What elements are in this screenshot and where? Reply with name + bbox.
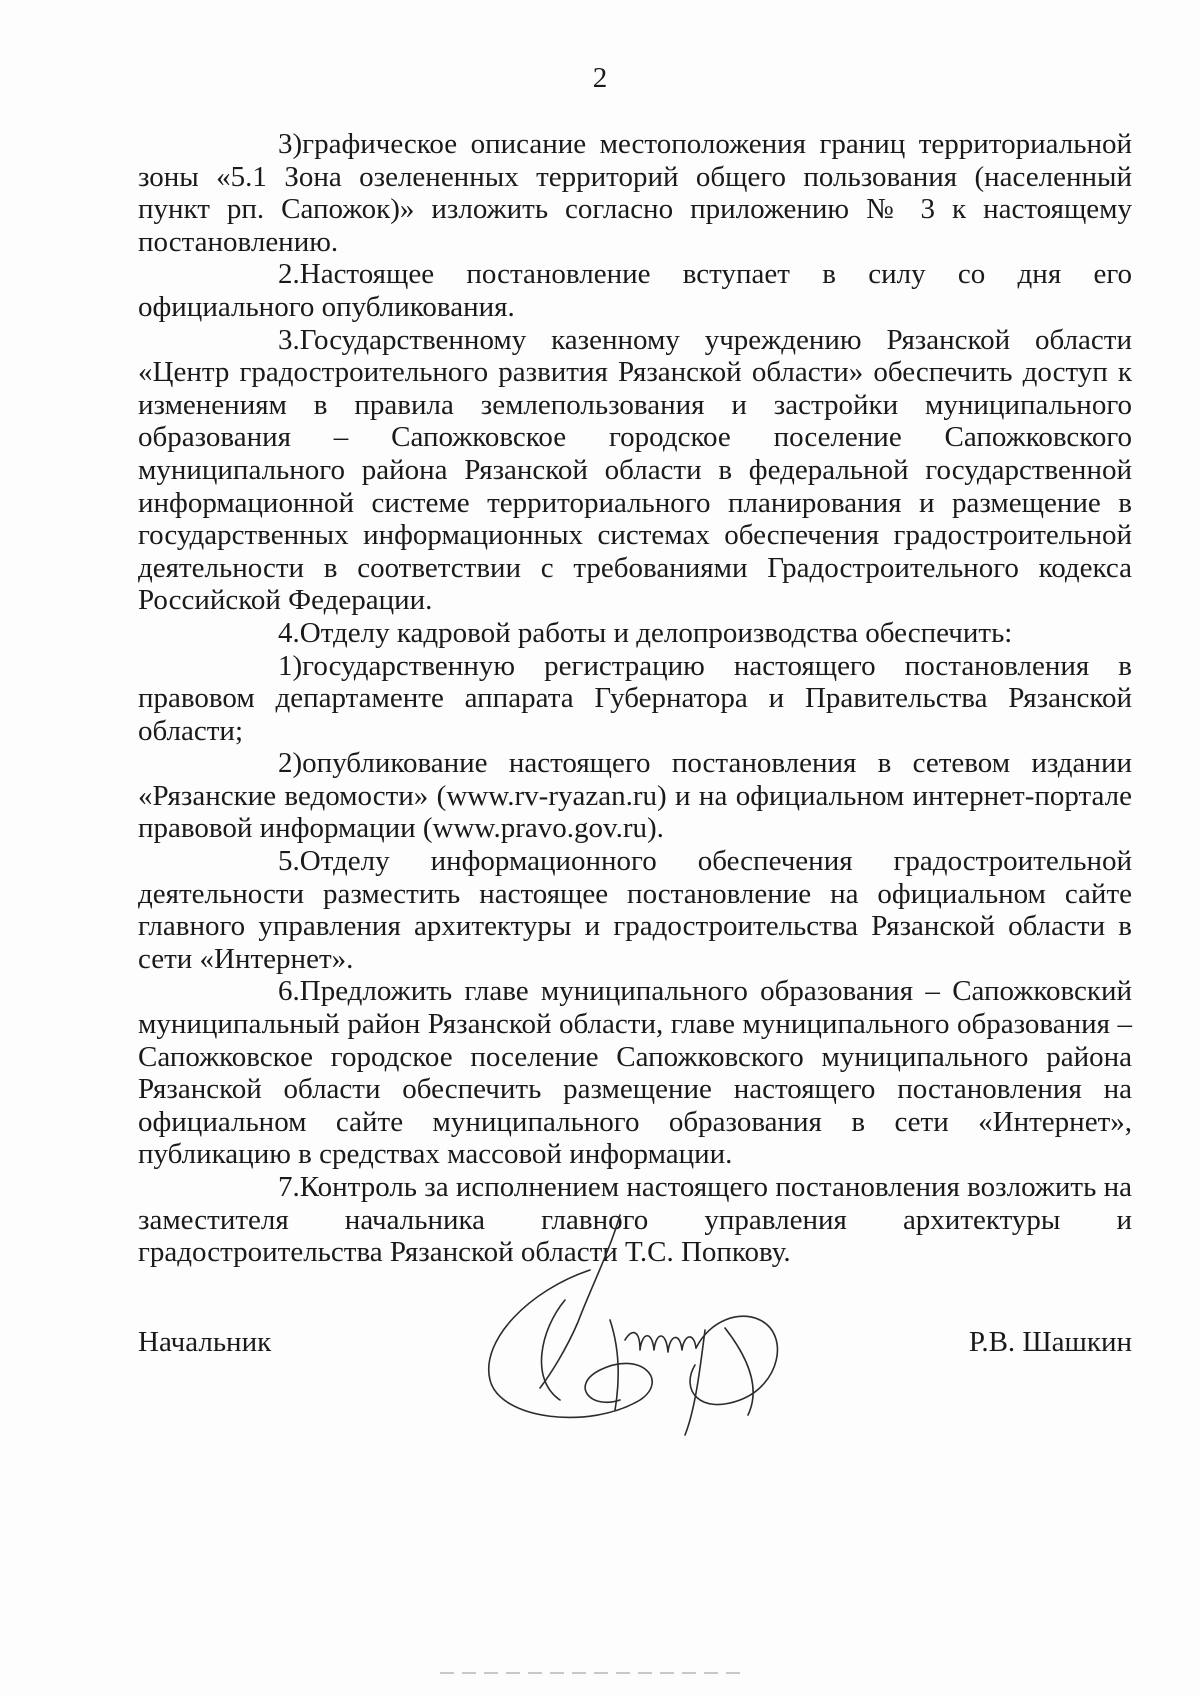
- handwritten-signature: [470, 1210, 800, 1440]
- paragraph-registration: [138, 650, 1132, 748]
- item-number: 2.: [278, 258, 300, 291]
- item-number: 2): [278, 747, 303, 780]
- page-number: 2: [592, 62, 608, 94]
- paragraph-website-posting: [138, 845, 1132, 975]
- item-number: 3.: [278, 323, 300, 356]
- scan-artifact: [440, 1672, 740, 1674]
- paragraph-hr-department: [138, 617, 1132, 650]
- item-text: Отделу кадровой работы и делопроизводства обеспечить:: [299, 616, 1013, 649]
- item-text: опубликование настоящего постановления в сетевом издании «Рязанские ведомости» (www.rv-ryazan.ru) и на официальном интернет-портале правовой информации (www.pravo.gov.ru).: [138, 747, 1132, 845]
- paragraph-access-provision: [138, 324, 1132, 617]
- item-number: 4.: [278, 616, 300, 649]
- signatory-name: Р.В. Шашкин: [968, 1326, 1132, 1358]
- document-body: [138, 128, 1132, 1269]
- paragraph-municipal-posting: [138, 975, 1132, 1171]
- paragraph-publication: [138, 747, 1132, 845]
- item-number: 6.: [278, 975, 300, 1008]
- item-text: Отделу информационного обеспечения градостроительной деятельности разместить настоящее постановление на официальном сайте главного управления архитектуры и градостроительства Рязанской области в сети «Интернет».: [138, 845, 1132, 975]
- item-number: 7.: [278, 1171, 300, 1203]
- item-text: Государственному казенному учреждению Рязанской области «Центр градостроительного развития Рязанской области» обеспечить доступ к изменениям в правила землепользования и застройки муниципального образования – Сапожковское городское поселение Сапожковского муниципального района Рязанской области в федеральной государственной информационной системе территориального планирования и размещение в государственных информационных системах обеспечения градостроительной деятельности в соответствии с требованиями Градостроительного кодекса Российской Федерации.: [138, 323, 1132, 617]
- item-number: 1): [278, 649, 303, 682]
- item-text: государственную регистрацию настоящего постановления в правовом департаменте аппарата Губернатора и Правительства Рязанской области;: [138, 649, 1132, 747]
- signatory-position: Начальник: [138, 1326, 272, 1358]
- item-number: 3): [278, 128, 303, 160]
- paragraph-effective-date: [138, 258, 1132, 323]
- item-text: Контроль за исполнением настоящего постановления возложить на заместителя начальника главного управления архитектуры и градостроительства Рязанской области Т.С. Попкову.: [138, 1171, 1132, 1269]
- paragraph-graphic-description: [138, 128, 1132, 258]
- item-number: 5.: [278, 845, 300, 878]
- item-text: Настоящее постановление вступает в силу со дня его официального опубликования.: [138, 258, 1132, 323]
- item-text: графическое описание местоположения границ территориальной зоны «5.1 Зона озелененных территорий общего пользования (населенный пункт рп. Сапожок)» изложить согласно приложению № 3 к настоящему постановлению.: [138, 128, 1132, 258]
- signature-block: [138, 1326, 1132, 1366]
- item-text: Предложить главе муниципального образования – Сапожковский муниципальный район Рязанской области, главе муниципального образования – Сапожковское городское поселение Сапожковского муниципального района Рязанской области обеспечить размещение настоящего постановления на официальном сайте муниципального образования в сети «Интернет», публикацию в средствах массовой информации.: [138, 975, 1132, 1171]
